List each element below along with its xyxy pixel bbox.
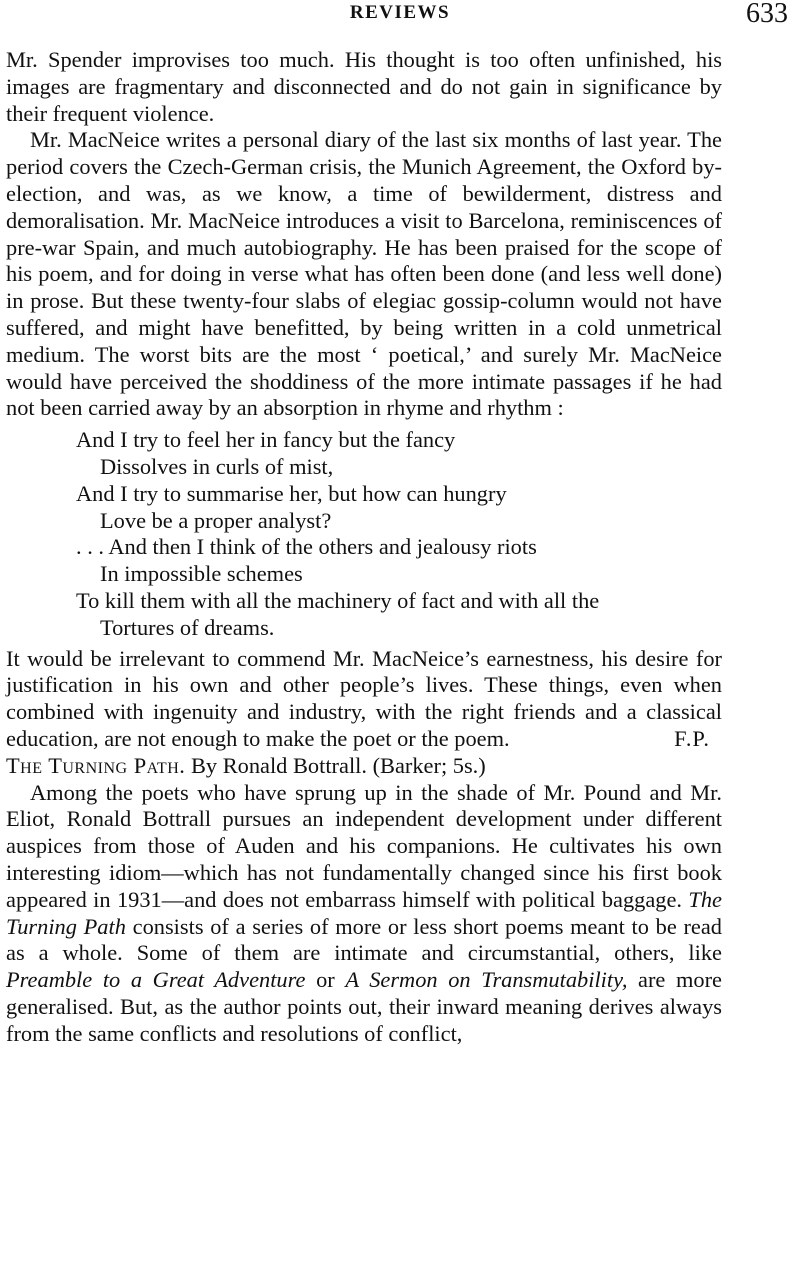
- italic-poem-title: A Sermon on Transmutability,: [345, 967, 628, 993]
- poem-line: Tortures of dreams.: [100, 614, 275, 640]
- conclusion-text: It would be irrelevant to commend Mr. MacNeice’s earnestness, his desire for justification in his own and other people’s lives. These things, even when combined with ingenuity and industry, with the right friends and a classical education, are not enough to make the poet or the poem.: [6, 645, 722, 751]
- paragraph-spender: Mr. Spender improvises too much. His thought is too often unfinished, his images are fragmentary and disconnected and do not gain in significance by their frequent violence.: [6, 47, 722, 126]
- page-header: [0, 0, 800, 36]
- poem-line: . . . And then I think of the others and jealousy riots: [76, 534, 537, 560]
- paragraph-conclusion: [6, 646, 722, 753]
- poem-line: In impossible schemes: [100, 561, 303, 587]
- review-heading: [6, 753, 722, 780]
- page-number: 633: [746, 0, 788, 29]
- bottrall-text-a: Among the poets who have sprung up in the shade of Mr. Pound and Mr. Eliot, Ronald Bottrall pursues an independent development under different auspices from those of Auden and his companions. He cultivates his own interesting idiom—which has not fundamentally changed since his first book appeared in 1931—and does not embarrass himself with political baggage.: [6, 779, 722, 912]
- book-byline: By Ronald Bottrall. (Barker; 5s.): [190, 752, 486, 778]
- poem-line: And I try to feel her in fancy but the fancy: [76, 427, 456, 453]
- bottrall-text-d: are more generalised. But, as the author points out, their inward meaning derives always from the same conflicts and resolutions of conflict,: [6, 967, 722, 1046]
- poem-line: Love be a proper analyst?: [100, 507, 332, 533]
- article-body: [6, 47, 722, 1047]
- poem-quotation: [76, 427, 722, 641]
- bottrall-text-b: consists of a series of more or less short poems meant to be read as a whole. Some of them are intimate and circumstantial, others, like: [6, 913, 723, 966]
- italic-poem-title: Preamble to a Great Adventure: [6, 967, 306, 993]
- paragraph-bottrall: [6, 780, 722, 1048]
- italic-book-title: The Turning Path: [6, 886, 722, 939]
- paragraph-macneice: Mr. MacNeice writes a personal diary of the last six months of last year. The period covers the Czech-German crisis, the Munich Agreement, the Oxford by-election, and was, as we know, a time of bewilderment, distress and demoralisation. Mr. MacNeice introduces a visit to Barcelona, reminiscences of pre-war Spain, and much autobiography. He has been praised for the scope of his poem, and for doing in verse what has often been done (and less well done) in prose. But these twenty-four slabs of elegiac gossip-column would not have suffered, and might have benefitted, by being written in a cold unmetrical medium. The worst bits are the most ‘ poetical,’ and surely Mr. MacNeice would have perceived the shoddiness of the more intimate passages if he had not been carried away by an absorption in rhyme and rhythm :: [6, 127, 722, 421]
- reviewer-signature: F.P.: [674, 725, 710, 751]
- poem-line: And I try to summarise her, but how can hungry: [76, 480, 507, 506]
- poem-line: To kill them with all the machinery of fact and with all the: [76, 587, 600, 613]
- running-head: REVIEWS: [349, 2, 451, 23]
- book-title: The Turning Path.: [6, 752, 186, 778]
- poem-line: Dissolves in curls of mist,: [100, 453, 334, 479]
- bottrall-text-c: or: [316, 967, 335, 993]
